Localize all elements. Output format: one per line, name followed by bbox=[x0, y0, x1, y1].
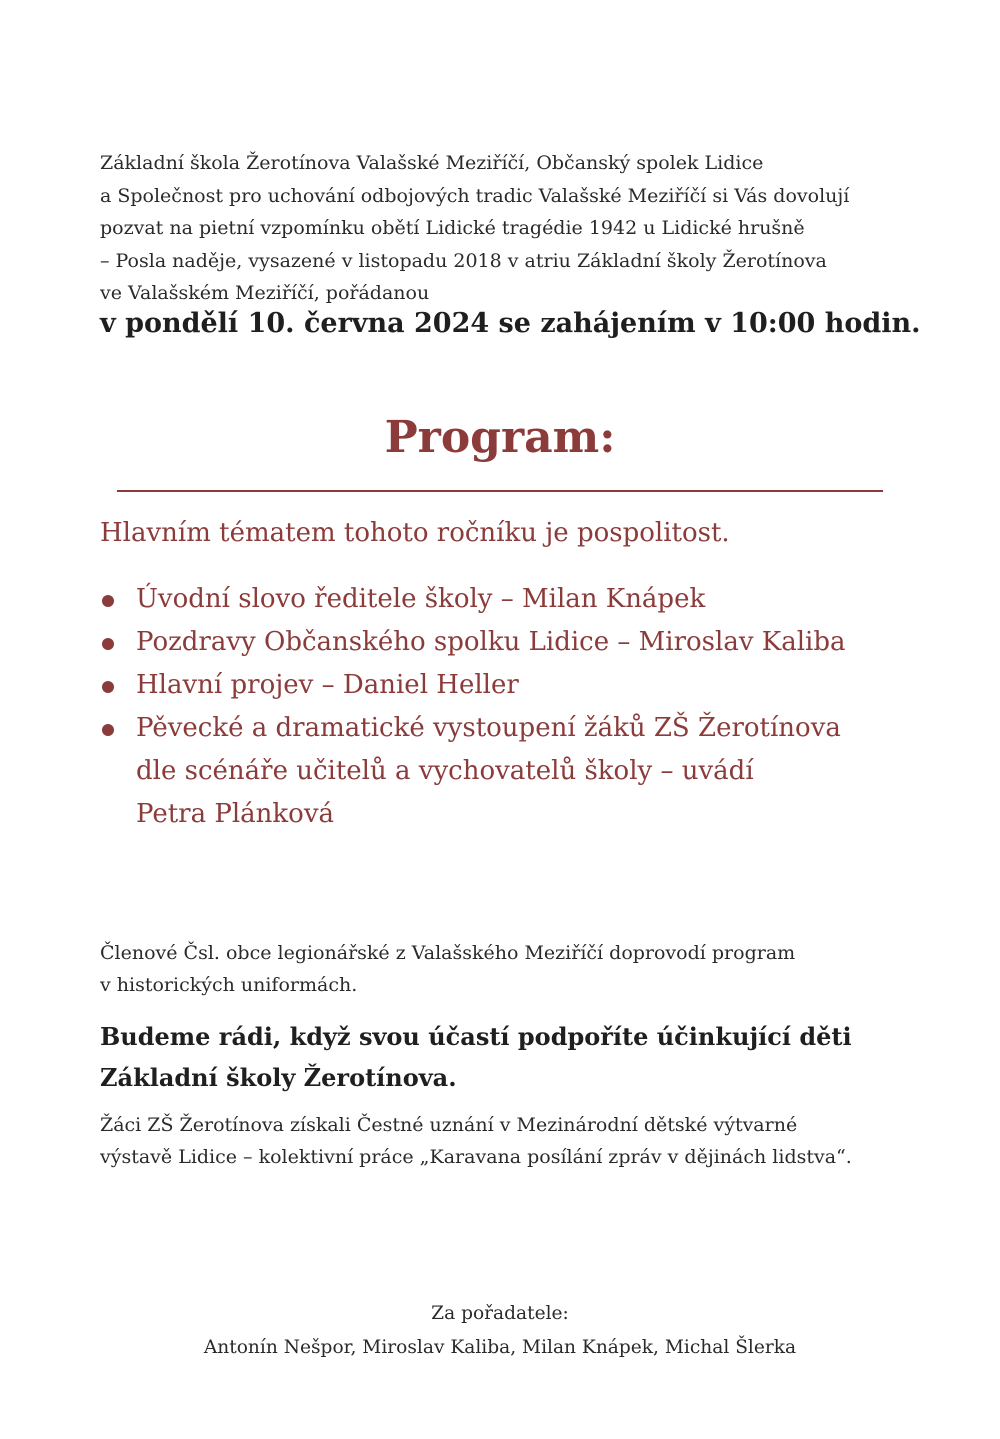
bullet-icon bbox=[102, 595, 114, 607]
program-list bbox=[100, 578, 980, 836]
organizers-names: Antonín Nešpor, Miroslav Kaliba, Milan Knápek, Michal Šlerka bbox=[203, 1337, 797, 1358]
program-heading: Program: bbox=[384, 412, 616, 463]
bullet-icon bbox=[102, 681, 114, 693]
program-item-text: dle scénáře učitelů a vychovatelů školy – uvádí bbox=[136, 756, 754, 786]
legion-note bbox=[100, 937, 795, 1001]
event-date: v pondělí 10. června 2024 se zahájením v 10:00 hodin. bbox=[100, 308, 921, 339]
program-theme: Hlavním tématem tohoto ročníku je pospolitost. bbox=[100, 518, 730, 548]
invitation-intro bbox=[100, 147, 940, 310]
program-item-text: Úvodní slovo ředitele školy – Milan Knápek bbox=[136, 584, 706, 614]
intro-line: pozvat na pietní vzpomínku obětí Lidické tragédie 1942 u Lidické hrušně bbox=[100, 217, 805, 239]
intro-line: a Společnost pro uchování odbojových tradic Valašské Meziříčí si Vás dovolují bbox=[100, 184, 850, 207]
program-item bbox=[100, 621, 980, 664]
program-item bbox=[100, 578, 980, 621]
organizers bbox=[0, 1297, 1000, 1365]
program-item-text: Pozdravy Občanského spolku Lidice – Miroslav Kaliba bbox=[136, 627, 846, 657]
award-note bbox=[100, 1109, 852, 1173]
bullet-icon bbox=[102, 638, 114, 650]
heading-divider bbox=[117, 490, 883, 492]
bullet-icon bbox=[102, 724, 114, 736]
program-item-text: Hlavní projev – Daniel Heller bbox=[136, 670, 519, 700]
support-line: Základní školy Žerotínova. bbox=[100, 1063, 457, 1092]
legion-line: Členové Čsl. obce legionářské z Valašského Meziříčí doprovodí program bbox=[100, 942, 796, 964]
program-item bbox=[100, 707, 980, 836]
legion-line: v historických uniformách. bbox=[100, 974, 358, 996]
award-line: výstavě Lidice – kolektivní práce „Karavana posílání zpráv v dějinách lidstva“. bbox=[100, 1146, 852, 1168]
intro-line: – Posla naděje, vysazené v listopadu 2018 v atriu Základní školy Žerotínova bbox=[100, 249, 827, 272]
program-item-text: Pěvecké a dramatické vystoupení žáků ZŠ Žerotínova bbox=[136, 713, 841, 743]
intro-line: ve Valašském Meziříčí, pořádanou bbox=[100, 282, 430, 304]
organizers-label: Za pořadatele: bbox=[431, 1303, 569, 1324]
intro-line: Základní škola Žerotínova Valašské Meziříčí, Občanský spolek Lidice bbox=[100, 152, 764, 174]
program-item bbox=[100, 664, 980, 707]
program-item-text: Petra Plánková bbox=[136, 799, 335, 829]
support-line: Budeme rádi, když svou účastí podpoříte účinkující děti bbox=[100, 1022, 852, 1051]
support-appeal bbox=[100, 1016, 852, 1098]
award-line: Žáci ZŠ Žerotínova získali Čestné uznání v Mezinárodní dětské výtvarné bbox=[100, 1114, 798, 1136]
